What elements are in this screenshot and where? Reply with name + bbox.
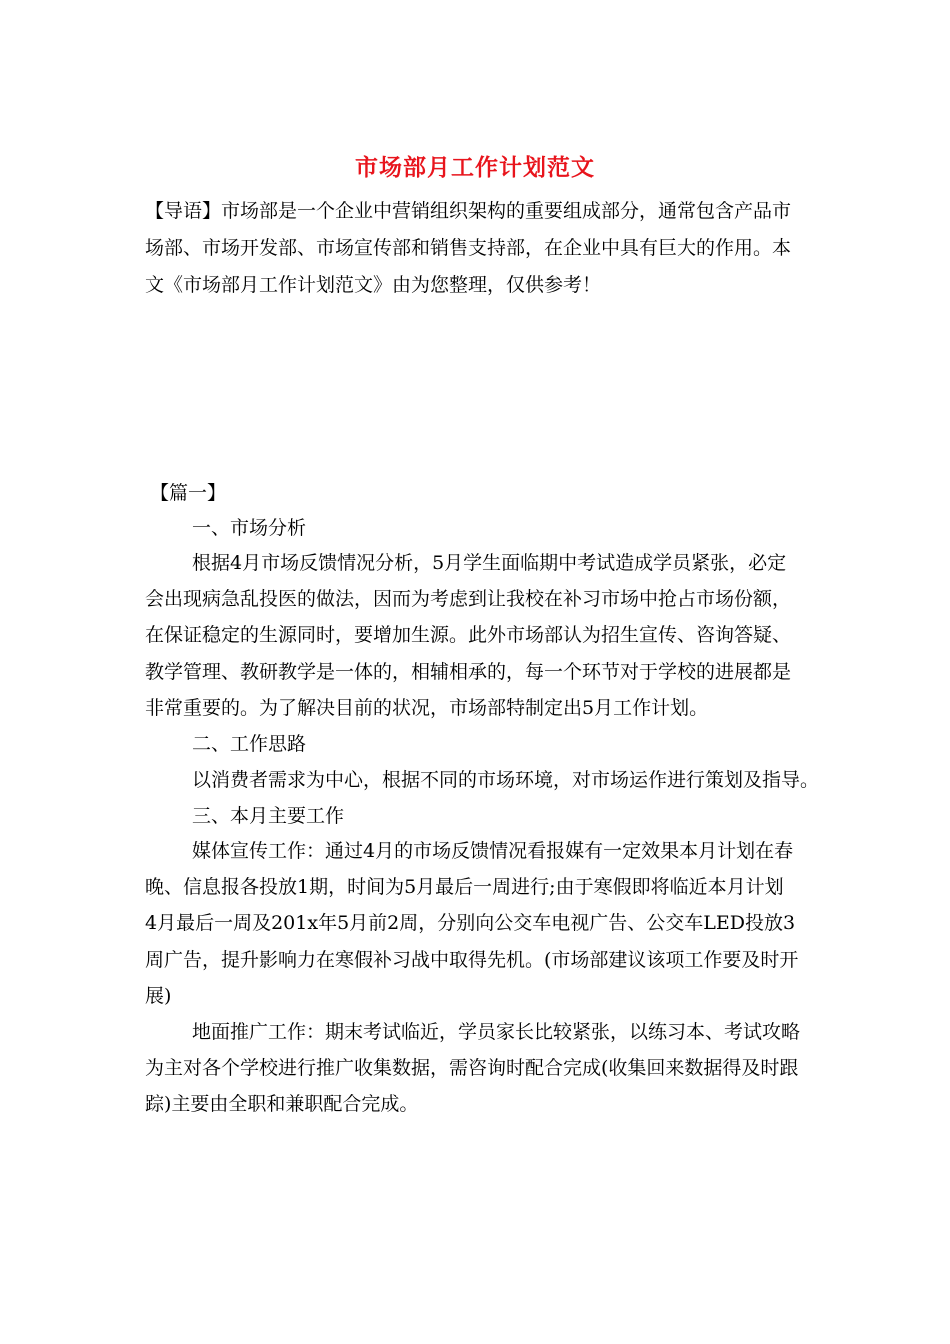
section-heading: 三、本月主要工作 (192, 805, 345, 827)
intro-line: 文《市场部月工作计划范文》由为您整理，仅供参考！ (145, 274, 602, 296)
intro-line: 场部、市场开发部、市场宣传部和销售支持部，在企业中具有巨大的作用。本 (145, 237, 792, 259)
section-heading: 二、工作思路 (192, 733, 307, 755)
paragraph-line: 晚、信息报各投放1期，时间为5月最后一周进行;由于寒假即将临近本月计划 (145, 876, 784, 898)
paragraph-line: 展) (145, 985, 172, 1007)
paragraph-line: 教学管理、教研教学是一体的，相辅相承的，每一个环节对于学校的进展都是 (145, 661, 792, 683)
paragraph-line: 为主对各个学校进行推广收集数据，需咨询时配合完成(收集回来数据得及时跟 (145, 1057, 799, 1079)
paragraph-line: 会出现病急乱投医的做法，因而为考虑到让我校在补习市场中抢占市场份额， (145, 588, 792, 610)
paragraph-line: 以消费者需求为中心，根据不同的市场环境，对市场运作进行策划及指导。 (192, 769, 820, 791)
section-heading: 一、市场分析 (192, 517, 307, 539)
document-title: 市场部月工作计划范文 (355, 154, 595, 181)
paragraph-line: 在保证稳定的生源同时，要增加生源。此外市场部认为招生宣传、咨询答疑、 (145, 624, 792, 646)
paragraph-line: 根据4月市场反馈情况分析，5月学生面临期中考试造成学员紧张，必定 (192, 552, 787, 574)
paragraph-line: 周广告，提升影响力在寒假补习战中取得先机。(市场部建议该项工作要及时开 (145, 949, 799, 971)
paragraph-line: 地面推广工作：期末考试临近，学员家长比较紧张，以练习本、考试攻略 (192, 1021, 801, 1043)
section-label: 【篇一】 (150, 482, 227, 504)
paragraph-line: 4月最后一周及201x年5月前2周，分别向公交车电视广告、公交车LED投放3 (145, 912, 796, 934)
paragraph-line: 非常重要的。为了解决目前的状况，市场部特制定出5月工作计划。 (145, 697, 709, 719)
paragraph-line: 踪)主要由全职和兼职配合完成。 (145, 1093, 419, 1115)
intro-line: 【导语】市场部是一个企业中营销组织架构的重要组成部分，通常包含产品市 (145, 200, 792, 222)
paragraph-line: 媒体宣传工作：通过4月的市场反馈情况看报媒有一定效果本月计划在春 (192, 840, 794, 862)
